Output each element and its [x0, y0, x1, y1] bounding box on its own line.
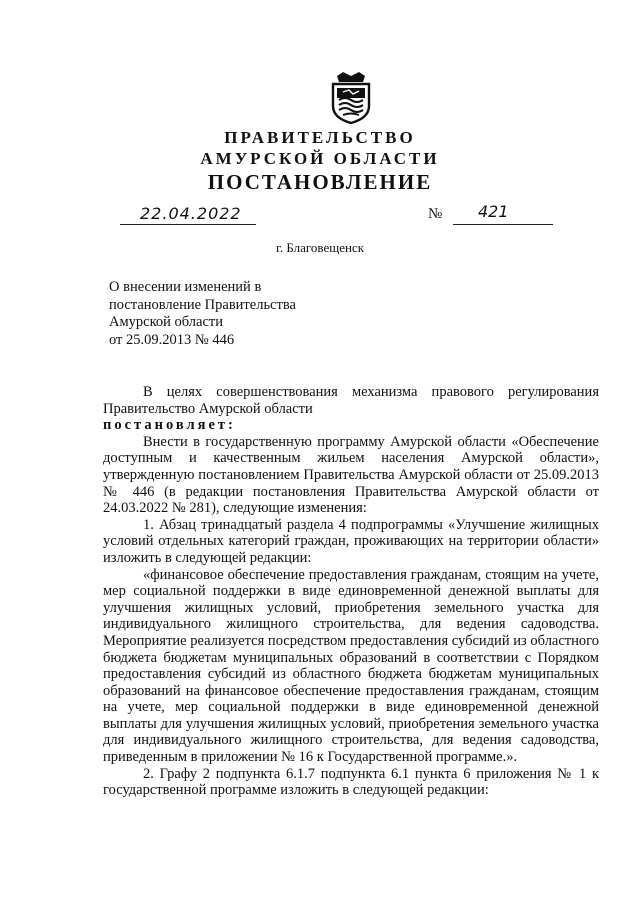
body-paragraph: Внести в государственную программу Амурской области «Обеспечение доступным и качественным жильем населения Амурской области», утвержденную постановлением Правительства Амурской области от 25.09.2013 № 446 (в редакции постановления Правительства Амурской области от 24.03.2022 № 281), следующие изменения:: [103, 433, 599, 517]
city-name: г. Благовещенск: [275, 240, 365, 255]
document-subject: [109, 279, 296, 349]
body-paragraph: 2. Графу 2 подпункта 6.1.7 подпункта 6.1 пункта 6 приложения № 1 к государственной программе изложить в следующей редакции:: [103, 765, 599, 799]
subject-line: постановление Правительства: [109, 296, 296, 313]
quoted-paragraph: «финансовое обеспечение предоставления гражданам, стоящим на учете, мер социальной поддержки в виде единовременной денежной выплаты для улучшения жилищных условий, приобретения земельного участка для индивидуального жилищного строительства, для ведения садоводства. Мероприятие реализуется посредством предоставления субсидий из областного бюджета бюджетам муниципальных образований в соответствии с Порядком предоставления субсидий из областного бюджета бюджетам муниципальных образований на финансовое обеспечение предоставления гражданам, стоящим на учете, мер социальной поддержки в виде единовременной денежной выплаты для улучшения жилищных условий, приобретения земельного участка для индивидуального жилищного строительства, для ведения садоводства, приведенным в приложении № 16 к Государственной программе.».: [103, 566, 599, 766]
document-date: 22.04.2022: [140, 204, 242, 223]
document-type-title: ПОСТАНОВЛЕНИЕ: [207, 170, 433, 194]
coat-of-arms-icon: [329, 72, 373, 124]
number-underline: [453, 224, 553, 225]
subject-line: О внесении изменений в: [109, 279, 262, 295]
body-paragraph: 1. Абзац тринадцатый раздела 4 подпрограммы «Улучшение жилищных условий отдельных категорий граждан, проживающих на территории области» изложить в следующей редакции:: [103, 516, 599, 566]
number-label: №: [428, 206, 443, 222]
subject-line: Амурской области: [109, 314, 223, 330]
preamble-paragraph: В целях совершенствования механизма правового регулирования Правительство Амурской области: [103, 384, 599, 417]
organization-name-line2: АМУРСКОЙ ОБЛАСТИ: [200, 149, 440, 168]
document-number: 421: [478, 202, 509, 221]
date-underline: [120, 224, 256, 225]
resolves-keyword: постановляет:: [103, 417, 236, 434]
organization-name-line1: ПРАВИТЕЛЬСТВО: [224, 128, 416, 147]
document-body: [103, 384, 599, 799]
subject-line: от 25.09.2013 № 446: [109, 331, 235, 348]
